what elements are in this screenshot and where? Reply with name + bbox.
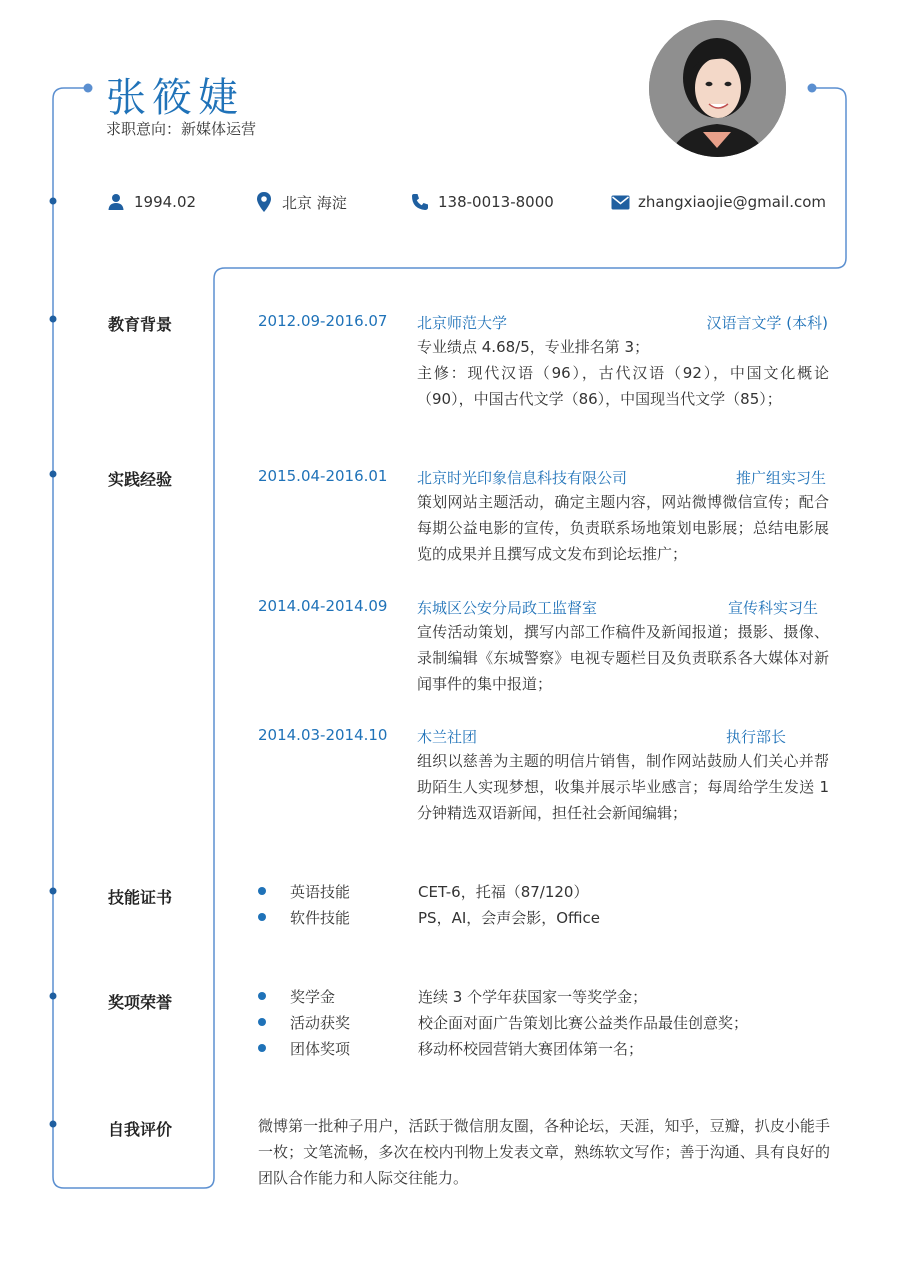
- candidate-name: 张筱婕: [106, 75, 244, 121]
- exp-org: 东城区公安分局政工监督室: [417, 599, 598, 617]
- edu-courses: 主修：现代汉语（96），古代汉语（92），中国文化概论（90），中国古代文学（86），中国现当代文学（85）；: [417, 364, 829, 408]
- contact-phone: [410, 190, 554, 214]
- section-title-education: 教育背景: [108, 315, 173, 334]
- award-label: 活动获奖: [290, 1014, 351, 1032]
- award-value: 移动杯校园营销大赛团体第一名；: [418, 1040, 644, 1058]
- phone-text: 138-0013-8000: [438, 193, 554, 211]
- contact-location: [254, 190, 347, 214]
- exp-org: 北京时光印象信息科技有限公司: [417, 469, 628, 487]
- portrait-photo: [649, 20, 786, 157]
- section-title-awards: 奖项荣誉: [108, 993, 173, 1012]
- exp-org: 木兰社团: [417, 728, 478, 746]
- exp-role: 执行部长: [726, 728, 787, 746]
- exp-date: 2014.04-2014.09: [258, 597, 388, 615]
- section-title-experience: 实践经验: [108, 470, 173, 489]
- award-label: 奖学金: [290, 988, 336, 1006]
- bullet-dot: [258, 992, 266, 1000]
- skill-value: PS，AI，会声会影，Office: [418, 909, 601, 927]
- edu-date: 2012.09-2016.07: [258, 312, 388, 330]
- self-eval-text: 微博第一批种子用户，活跃于微信朋友圈，各种论坛，天涯，知乎，豆瓣，扒皮小能手一枚；文笔流畅，多次在校内刊物上发表文章，熟练软文写作；善于沟通、具有良好的团队合作能力和人际交往能力。: [258, 1117, 830, 1187]
- edu-school: 北京师范大学: [417, 314, 508, 332]
- bullet-dot: [258, 1044, 266, 1052]
- phone-icon: [410, 192, 430, 212]
- exp-desc: 宣传活动策划，撰写内部工作稿件及新闻报道；摄影、摄像、录制编辑《东城警察》电视专题栏目及负责联系各大媒体对新闻事件的集中报道；: [417, 623, 829, 693]
- mail-icon: [610, 192, 630, 212]
- skill-label: 软件技能: [290, 909, 351, 927]
- skill-value: CET-6，托福（87/120）: [418, 883, 589, 901]
- award-label: 团体奖项: [290, 1040, 351, 1058]
- bullet-dot: [258, 913, 266, 921]
- bullet-dot: [258, 1018, 266, 1026]
- birth-text: 1994.02: [134, 193, 197, 211]
- exp-role: 推广组实习生: [735, 469, 826, 487]
- bullet-dot: [258, 887, 266, 895]
- section-title-skills: 技能证书: [108, 888, 173, 907]
- contact-birth: [106, 190, 196, 214]
- exp-role: 宣传科实习生: [727, 599, 818, 617]
- award-value: 校企面对面广告策划比赛公益类作品最佳创意奖；: [418, 1014, 749, 1032]
- job-intent: 求职意向：新媒体运营: [106, 120, 257, 138]
- location-pin-icon: [254, 192, 274, 212]
- exp-date: 2014.03-2014.10: [258, 726, 388, 744]
- exp-date: 2015.04-2016.01: [258, 467, 388, 485]
- section-title-self-eval: 自我评价: [108, 1120, 173, 1139]
- edu-major: 汉语言文学 (本科): [706, 314, 828, 332]
- contact-email: [610, 190, 826, 214]
- award-value: 连续 3 个学年获国家一等奖学金；: [418, 988, 648, 1006]
- exp-desc: 组织以慈善为主题的明信片销售，制作网站鼓励人们关心并帮助陌生人实现梦想，收集并展示毕业感言；每周给学生发送 1 分钟精选双语新闻，担任社会新闻编辑；: [417, 752, 829, 822]
- edu-gpa: 专业绩点 4.68/5，专业排名第 3；: [417, 338, 650, 356]
- exp-desc: 策划网站主题活动，确定主题内容，网站微博微信宣传；配合每期公益电影的宣传，负责联系场地策划电影展；总结电影展览的成果并且撰写成文发布到论坛推广；: [417, 493, 829, 563]
- email-text: zhangxiaojie@gmail.com: [638, 193, 827, 211]
- user-icon: [106, 192, 126, 212]
- skill-label: 英语技能: [290, 883, 351, 901]
- edu-details: [417, 334, 829, 412]
- location-text: 北京 海淀: [282, 193, 347, 212]
